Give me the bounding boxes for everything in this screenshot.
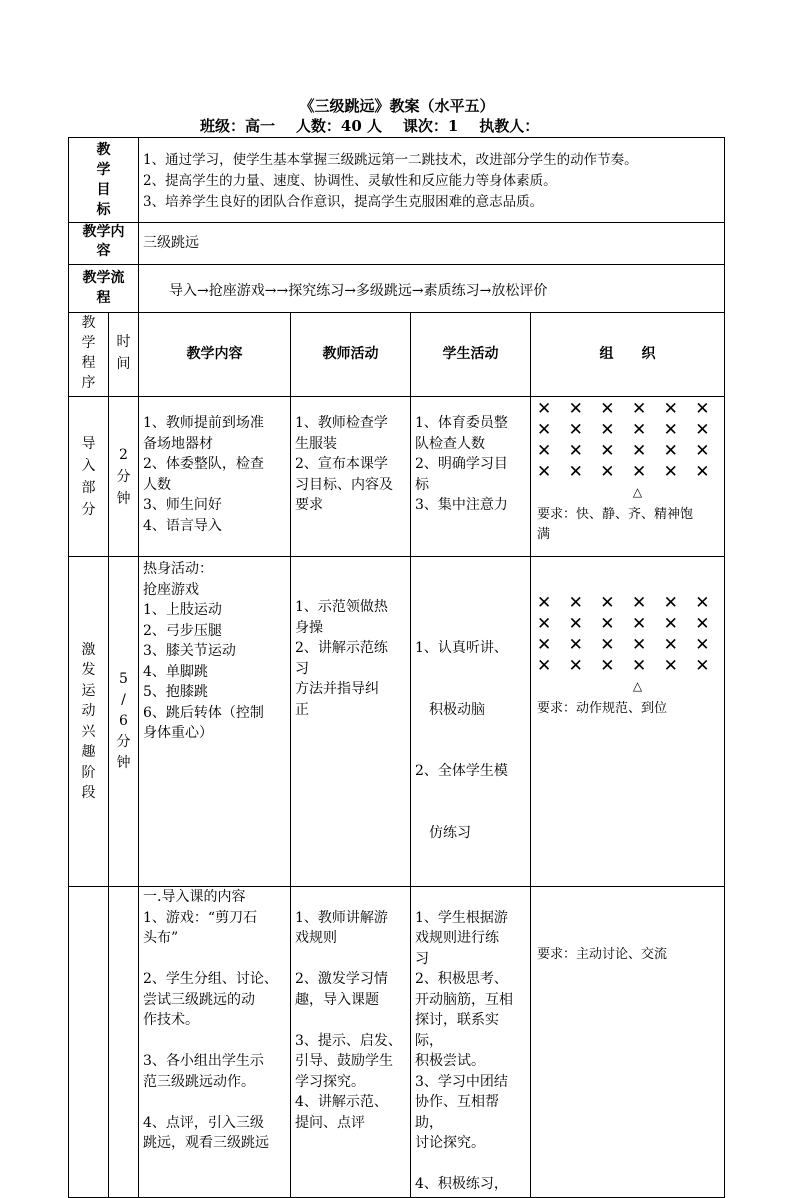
- col-time: 时 间: [109, 313, 139, 397]
- formation-row: ✕ ✕ ✕ ✕ ✕ ✕: [537, 614, 716, 634]
- class-label: 班级：高一: [200, 117, 276, 135]
- formation-row: ✕ ✕ ✕ ✕ ✕ ✕: [537, 656, 716, 676]
- stage-time: 2 分 钟: [109, 397, 139, 557]
- objective-item: 2、提高学生的力量、速度、协调性、灵敏性和反应能力等身体素质。: [143, 173, 557, 189]
- stage-teacher-activity: 1、教师讲解游 戏规则 2、激发学习情 趣，导入课题 3、提示、启发、 引导、鼓励学生 学习探究。 4、讲解示范、 提问、点评: [291, 887, 411, 1198]
- objectives-text: [139, 138, 725, 223]
- objective-item: 1、通过学习，使学生基本掌握三级跳远第一二跳技术，改进部分学生的动作节奏。: [143, 152, 638, 168]
- col-student: 学生活动: [411, 313, 531, 397]
- stage-label: 导 入 部 分: [69, 397, 109, 557]
- formation-row: ✕ ✕ ✕ ✕ ✕ ✕: [537, 635, 716, 655]
- stage-row-intro: [69, 397, 725, 557]
- content-value: 三级跳远: [139, 223, 725, 265]
- requirement-text: 要求：主动讨论、交流: [537, 947, 668, 962]
- stage-organization: [531, 557, 725, 887]
- flow-row: [69, 265, 725, 313]
- stage-label: 激 发 运 动 兴 趣 阶 段: [69, 557, 109, 887]
- content-row: [69, 223, 725, 265]
- teacher-triangle-icon: △: [632, 679, 643, 693]
- stage-row-explore: [69, 887, 725, 1198]
- stage-content: 热身活动： 抢座游戏 1、上肢运动 2、弓步压腿 3、膝关节运动 4、单脚跳 5、抱膝跳 6、跳后转体（控制 身体重心）: [139, 557, 291, 887]
- flow-label: 教学流 程: [69, 265, 139, 313]
- formation-row: ✕ ✕ ✕ ✕ ✕ ✕: [537, 441, 716, 461]
- stage-organization: [531, 887, 725, 1198]
- col-organization: 组 织: [531, 313, 725, 397]
- stage-student-activity: 1、学生根据游 戏规则进行练 习 2、积极思考、 开动脑筋，互相 探讨，联系实际， 积极尝试。 3、学习中团结 协作、互相帮助， 讨论探究。 4、积极练习，: [411, 887, 531, 1198]
- formation-row: ✕ ✕ ✕ ✕ ✕ ✕: [537, 593, 716, 613]
- content-label: 教学内 容: [69, 223, 139, 265]
- lesson-plan-table: [68, 137, 725, 1198]
- stage-teacher-activity: 1、教师检查学 生服装 2、宣布本课学 习目标、内容及 要求: [291, 397, 411, 557]
- objective-item: 3、培养学生良好的团队合作意识，提高学生克服困难的意志品质。: [143, 194, 544, 210]
- formation-diagram: [531, 557, 724, 695]
- col-procedure: 教 学 程 序: [69, 313, 109, 397]
- formation-row: ✕ ✕ ✕ ✕ ✕ ✕: [537, 420, 716, 440]
- page-title: 《三级跳远》教案（水平五）: [299, 97, 495, 115]
- stage-organization: [531, 397, 725, 557]
- stage-time: 5 / 6 分 钟: [109, 557, 139, 887]
- stage-content: 一.导入课的内容 1、游戏：“剪刀石 头布” 2、学生分组、讨论、 尝试三级跳远的动 作技术。 3、各小组出学生示 范三级跳远动作。 4、点评，引入三级 跳远，观看三级跳远: [139, 887, 291, 1198]
- stage-student-activity: 1、体育委员整 队检查人数 2、明确学习目 标 3、集中注意力: [411, 397, 531, 557]
- formation-row: ✕ ✕ ✕ ✕ ✕ ✕: [537, 462, 716, 482]
- col-content: 教学内容: [139, 313, 291, 397]
- stage-teacher-activity: 1、示范领做热 身操 2、讲解示范练 习 方法并指导纠 正: [291, 557, 411, 887]
- col-teacher: 教师活动: [291, 313, 411, 397]
- stage-content: 1、教师提前到场准 备场地器材 2、体委整队，检查 人数 3、师生问好 4、语言导入: [139, 397, 291, 557]
- stage-row-warmup: [69, 557, 725, 887]
- teacher-label: 执教人：: [479, 117, 540, 135]
- flow-value: 导入→抢座游戏→→探究练习→多级跳远→素质练习→放松评价: [139, 265, 725, 313]
- column-header-row: [69, 313, 725, 397]
- stage-time: [109, 887, 139, 1198]
- formation-row: ✕ ✕ ✕ ✕ ✕ ✕: [537, 399, 716, 419]
- teacher-triangle-icon: △: [632, 485, 643, 499]
- lesson-label: 课次：1: [402, 117, 459, 135]
- people-label: 人数：40 人: [295, 117, 383, 135]
- stage-student-activity: 1、认真听讲、 积极动脑 2、全体学生模 仿练习: [411, 557, 531, 887]
- requirement-text: 要求：快、静、齐、精神饱 满: [537, 507, 694, 542]
- objectives-label: 教 学 目 标: [69, 138, 139, 223]
- requirement-text: 要求：动作规范、到位: [537, 701, 668, 716]
- header-info-line: [200, 116, 539, 136]
- objectives-row: [69, 138, 725, 223]
- formation-diagram: [531, 397, 724, 501]
- stage-label: [69, 887, 109, 1198]
